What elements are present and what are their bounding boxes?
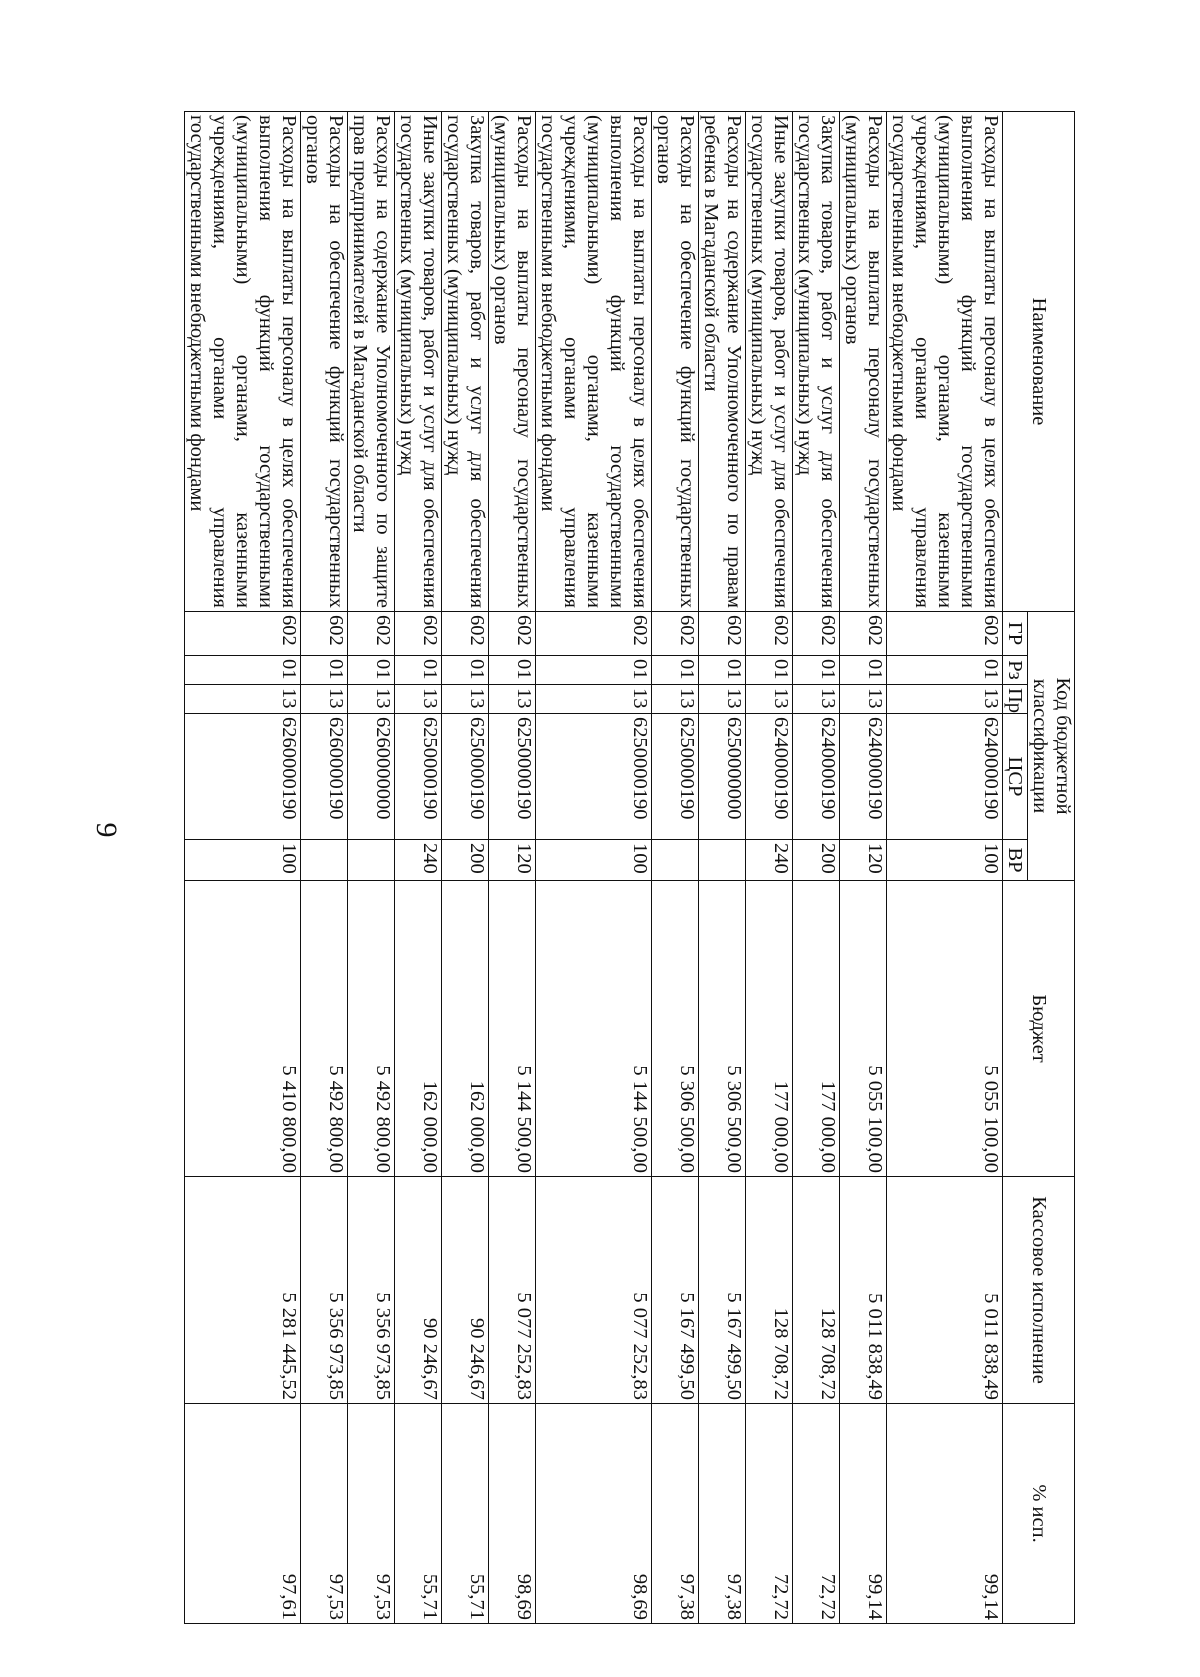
header-name: Наименование — [1003, 112, 1075, 612]
table-row — [699, 112, 746, 1624]
table-row — [395, 112, 442, 1624]
row-vr-cell — [699, 840, 746, 881]
header-gr: ГР — [1003, 612, 1028, 656]
row-percent-cell: 98,69 — [536, 1404, 652, 1624]
row-rz-cell: 01 — [793, 656, 840, 685]
row-csr-cell: 6250000190 — [536, 714, 652, 840]
row-name-cell: Расходы на выплаты персоналу в целях обеспечения выполнения функций государственными (муниципальными) органами, казенными учреждениями, органами управления государственными внебюджетными фондами — [536, 112, 652, 612]
row-rz-cell: 01 — [348, 656, 395, 685]
row-rz-cell: 01 — [536, 656, 652, 685]
row-gr-cell: 602 — [185, 612, 301, 656]
row-gr-cell: 602 — [746, 612, 793, 656]
row-vr-cell: 100 — [185, 840, 301, 881]
row-name-cell: Иные закупки товаров, работ и услуг для обеспечения государственных (муниципальных) нужд — [395, 112, 442, 612]
row-csr-cell: 6260000190 — [301, 714, 348, 840]
row-percent-cell: 97,38 — [699, 1404, 746, 1624]
row-execution-cell: 5 167 499,50 — [652, 1177, 699, 1404]
row-pr-cell: 13 — [442, 685, 489, 714]
row-csr-cell: 6260000190 — [185, 714, 301, 840]
row-execution-cell: 5 077 252,83 — [489, 1177, 536, 1404]
page-number: 9 — [90, 822, 123, 838]
row-vr-cell — [301, 840, 348, 881]
row-pr-cell: 13 — [301, 685, 348, 714]
row-gr-cell: 602 — [652, 612, 699, 656]
header-budget: Бюджет — [1003, 881, 1075, 1177]
row-gr-cell: 602 — [395, 612, 442, 656]
row-execution-cell: 5 356 973,85 — [301, 1177, 348, 1404]
row-name-cell: Иные закупки товаров, работ и услуг для обеспечения государственных (муниципальных) нужд — [746, 112, 793, 612]
row-rz-cell: 01 — [442, 656, 489, 685]
table-row — [348, 112, 395, 1624]
row-execution-cell: 90 246,67 — [442, 1177, 489, 1404]
row-gr-cell: 602 — [840, 612, 887, 656]
row-csr-cell: 6240000190 — [840, 714, 887, 840]
row-budget-cell: 177 000,00 — [746, 881, 793, 1177]
table-row — [536, 112, 652, 1624]
row-vr-cell — [348, 840, 395, 881]
row-pr-cell: 13 — [185, 685, 301, 714]
table-row — [301, 112, 348, 1624]
table-row — [652, 112, 699, 1624]
row-budget-cell: 162 000,00 — [395, 881, 442, 1177]
row-csr-cell: 6250000190 — [442, 714, 489, 840]
row-csr-cell: 6250000190 — [395, 714, 442, 840]
row-name-cell: Расходы на выплаты персоналу в целях обеспечения выполнения функций государственными (муниципальными) органами, казенными учреждениями, органами управления государственными внебюджетными фондами — [887, 112, 1003, 612]
row-rz-cell: 01 — [185, 656, 301, 685]
row-vr-cell: 240 — [395, 840, 442, 881]
budget-execution-table — [184, 111, 1075, 1624]
header-percent: % исп. — [1003, 1404, 1075, 1624]
row-budget-cell: 162 000,00 — [442, 881, 489, 1177]
row-rz-cell: 01 — [840, 656, 887, 685]
row-gr-cell: 602 — [489, 612, 536, 656]
row-csr-cell: 6250000000 — [699, 714, 746, 840]
row-execution-cell: 128 708,72 — [746, 1177, 793, 1404]
row-gr-cell: 602 — [699, 612, 746, 656]
row-csr-cell: 6250000190 — [652, 714, 699, 840]
table-row — [442, 112, 489, 1624]
row-gr-cell: 602 — [887, 612, 1003, 656]
row-name-cell: Расходы на содержание Уполномоченного по защите прав предпринимателей в Магаданской области — [348, 112, 395, 612]
row-name-cell: Расходы на выплаты персоналу в целях обеспечения выполнения функций государственными (муниципальными) органами, казенными учреждениями, органами управления государственными внебюджетными фондами — [185, 112, 301, 612]
table-row — [489, 112, 536, 1624]
header-code-group: Код бюджетной классификации — [1028, 612, 1075, 881]
row-budget-cell: 5 306 500,00 — [699, 881, 746, 1177]
row-csr-cell: 6250000190 — [489, 714, 536, 840]
row-vr-cell: 100 — [536, 840, 652, 881]
header-execution: Кассовое исполнение — [1003, 1177, 1075, 1404]
row-vr-cell: 120 — [840, 840, 887, 881]
header-rz: Рз — [1003, 656, 1028, 685]
row-rz-cell: 01 — [652, 656, 699, 685]
header-row-1 — [1028, 112, 1075, 1624]
table-row — [887, 112, 1003, 1624]
table-row — [840, 112, 887, 1624]
row-pr-cell: 13 — [840, 685, 887, 714]
row-execution-cell: 128 708,72 — [793, 1177, 840, 1404]
row-csr-cell: 6240000190 — [746, 714, 793, 840]
row-name-cell: Расходы на выплаты персоналу государственных (муниципальных) органов — [489, 112, 536, 612]
row-percent-cell: 55,71 — [395, 1404, 442, 1624]
row-budget-cell: 5 144 500,00 — [489, 881, 536, 1177]
row-execution-cell: 5 011 838,49 — [840, 1177, 887, 1404]
table-row — [746, 112, 793, 1624]
row-percent-cell: 99,14 — [840, 1404, 887, 1624]
row-execution-cell: 5 167 499,50 — [699, 1177, 746, 1404]
row-execution-cell: 5 011 838,49 — [887, 1177, 1003, 1404]
row-csr-cell: 6240000190 — [887, 714, 1003, 840]
row-name-cell: Закупка товаров, работ и услуг для обеспечения государственных (муниципальных) нужд — [442, 112, 489, 612]
rotated-table-container — [186, 111, 1075, 1623]
row-budget-cell: 5 055 100,00 — [887, 881, 1003, 1177]
row-name-cell: Расходы на обеспечение функций государственных органов — [301, 112, 348, 612]
row-execution-cell: 5 356 973,85 — [348, 1177, 395, 1404]
table-row — [185, 112, 301, 1624]
row-pr-cell: 13 — [348, 685, 395, 714]
row-budget-cell: 5 055 100,00 — [840, 881, 887, 1177]
row-rz-cell: 01 — [395, 656, 442, 685]
row-percent-cell: 98,69 — [489, 1404, 536, 1624]
row-rz-cell: 01 — [746, 656, 793, 685]
table-body — [185, 112, 1003, 1624]
row-percent-cell: 97,53 — [348, 1404, 395, 1624]
row-pr-cell: 13 — [489, 685, 536, 714]
row-rz-cell: 01 — [489, 656, 536, 685]
row-csr-cell: 6260000000 — [348, 714, 395, 840]
row-percent-cell: 97,53 — [301, 1404, 348, 1624]
row-pr-cell: 13 — [536, 685, 652, 714]
row-pr-cell: 13 — [887, 685, 1003, 714]
row-name-cell: Закупка товаров, работ и услуг для обеспечения государственных (муниципальных) нужд — [793, 112, 840, 612]
header-vr: ВР — [1003, 840, 1028, 881]
row-vr-cell: 200 — [793, 840, 840, 881]
row-execution-cell: 90 246,67 — [395, 1177, 442, 1404]
row-percent-cell: 97,38 — [652, 1404, 699, 1624]
row-execution-cell: 5 281 445,52 — [185, 1177, 301, 1404]
row-percent-cell: 72,72 — [746, 1404, 793, 1624]
row-rz-cell: 01 — [301, 656, 348, 685]
row-gr-cell: 602 — [793, 612, 840, 656]
row-percent-cell: 72,72 — [793, 1404, 840, 1624]
row-vr-cell: 240 — [746, 840, 793, 881]
row-pr-cell: 13 — [793, 685, 840, 714]
row-budget-cell: 5 492 800,00 — [301, 881, 348, 1177]
row-vr-cell: 200 — [442, 840, 489, 881]
row-budget-cell: 5 306 500,00 — [652, 881, 699, 1177]
row-pr-cell: 13 — [395, 685, 442, 714]
row-pr-cell: 13 — [652, 685, 699, 714]
row-gr-cell: 602 — [442, 612, 489, 656]
row-vr-cell: 120 — [489, 840, 536, 881]
row-execution-cell: 5 077 252,83 — [536, 1177, 652, 1404]
row-rz-cell: 01 — [699, 656, 746, 685]
row-name-cell: Расходы на выплаты персоналу государственных (муниципальных) органов — [840, 112, 887, 612]
row-pr-cell: 13 — [699, 685, 746, 714]
header-pr: Пр — [1003, 685, 1028, 714]
row-name-cell: Расходы на обеспечение функций государственных органов — [652, 112, 699, 612]
row-budget-cell: 5 492 800,00 — [348, 881, 395, 1177]
row-gr-cell: 602 — [536, 612, 652, 656]
row-gr-cell: 602 — [301, 612, 348, 656]
row-pr-cell: 13 — [746, 685, 793, 714]
row-percent-cell: 99,14 — [887, 1404, 1003, 1624]
row-name-cell: Расходы на содержание Уполномоченного по правам ребенка в Магаданской области — [699, 112, 746, 612]
row-budget-cell: 5 410 800,00 — [185, 881, 301, 1177]
row-gr-cell: 602 — [348, 612, 395, 656]
table-row — [793, 112, 840, 1624]
row-csr-cell: 6240000190 — [793, 714, 840, 840]
row-rz-cell: 01 — [887, 656, 1003, 685]
row-percent-cell: 55,71 — [442, 1404, 489, 1624]
row-percent-cell: 97,61 — [185, 1404, 301, 1624]
row-vr-cell: 100 — [887, 840, 1003, 881]
header-csr: ЦСР — [1003, 714, 1028, 840]
row-vr-cell — [652, 840, 699, 881]
row-budget-cell: 177 000,00 — [793, 881, 840, 1177]
row-budget-cell: 5 144 500,00 — [536, 881, 652, 1177]
